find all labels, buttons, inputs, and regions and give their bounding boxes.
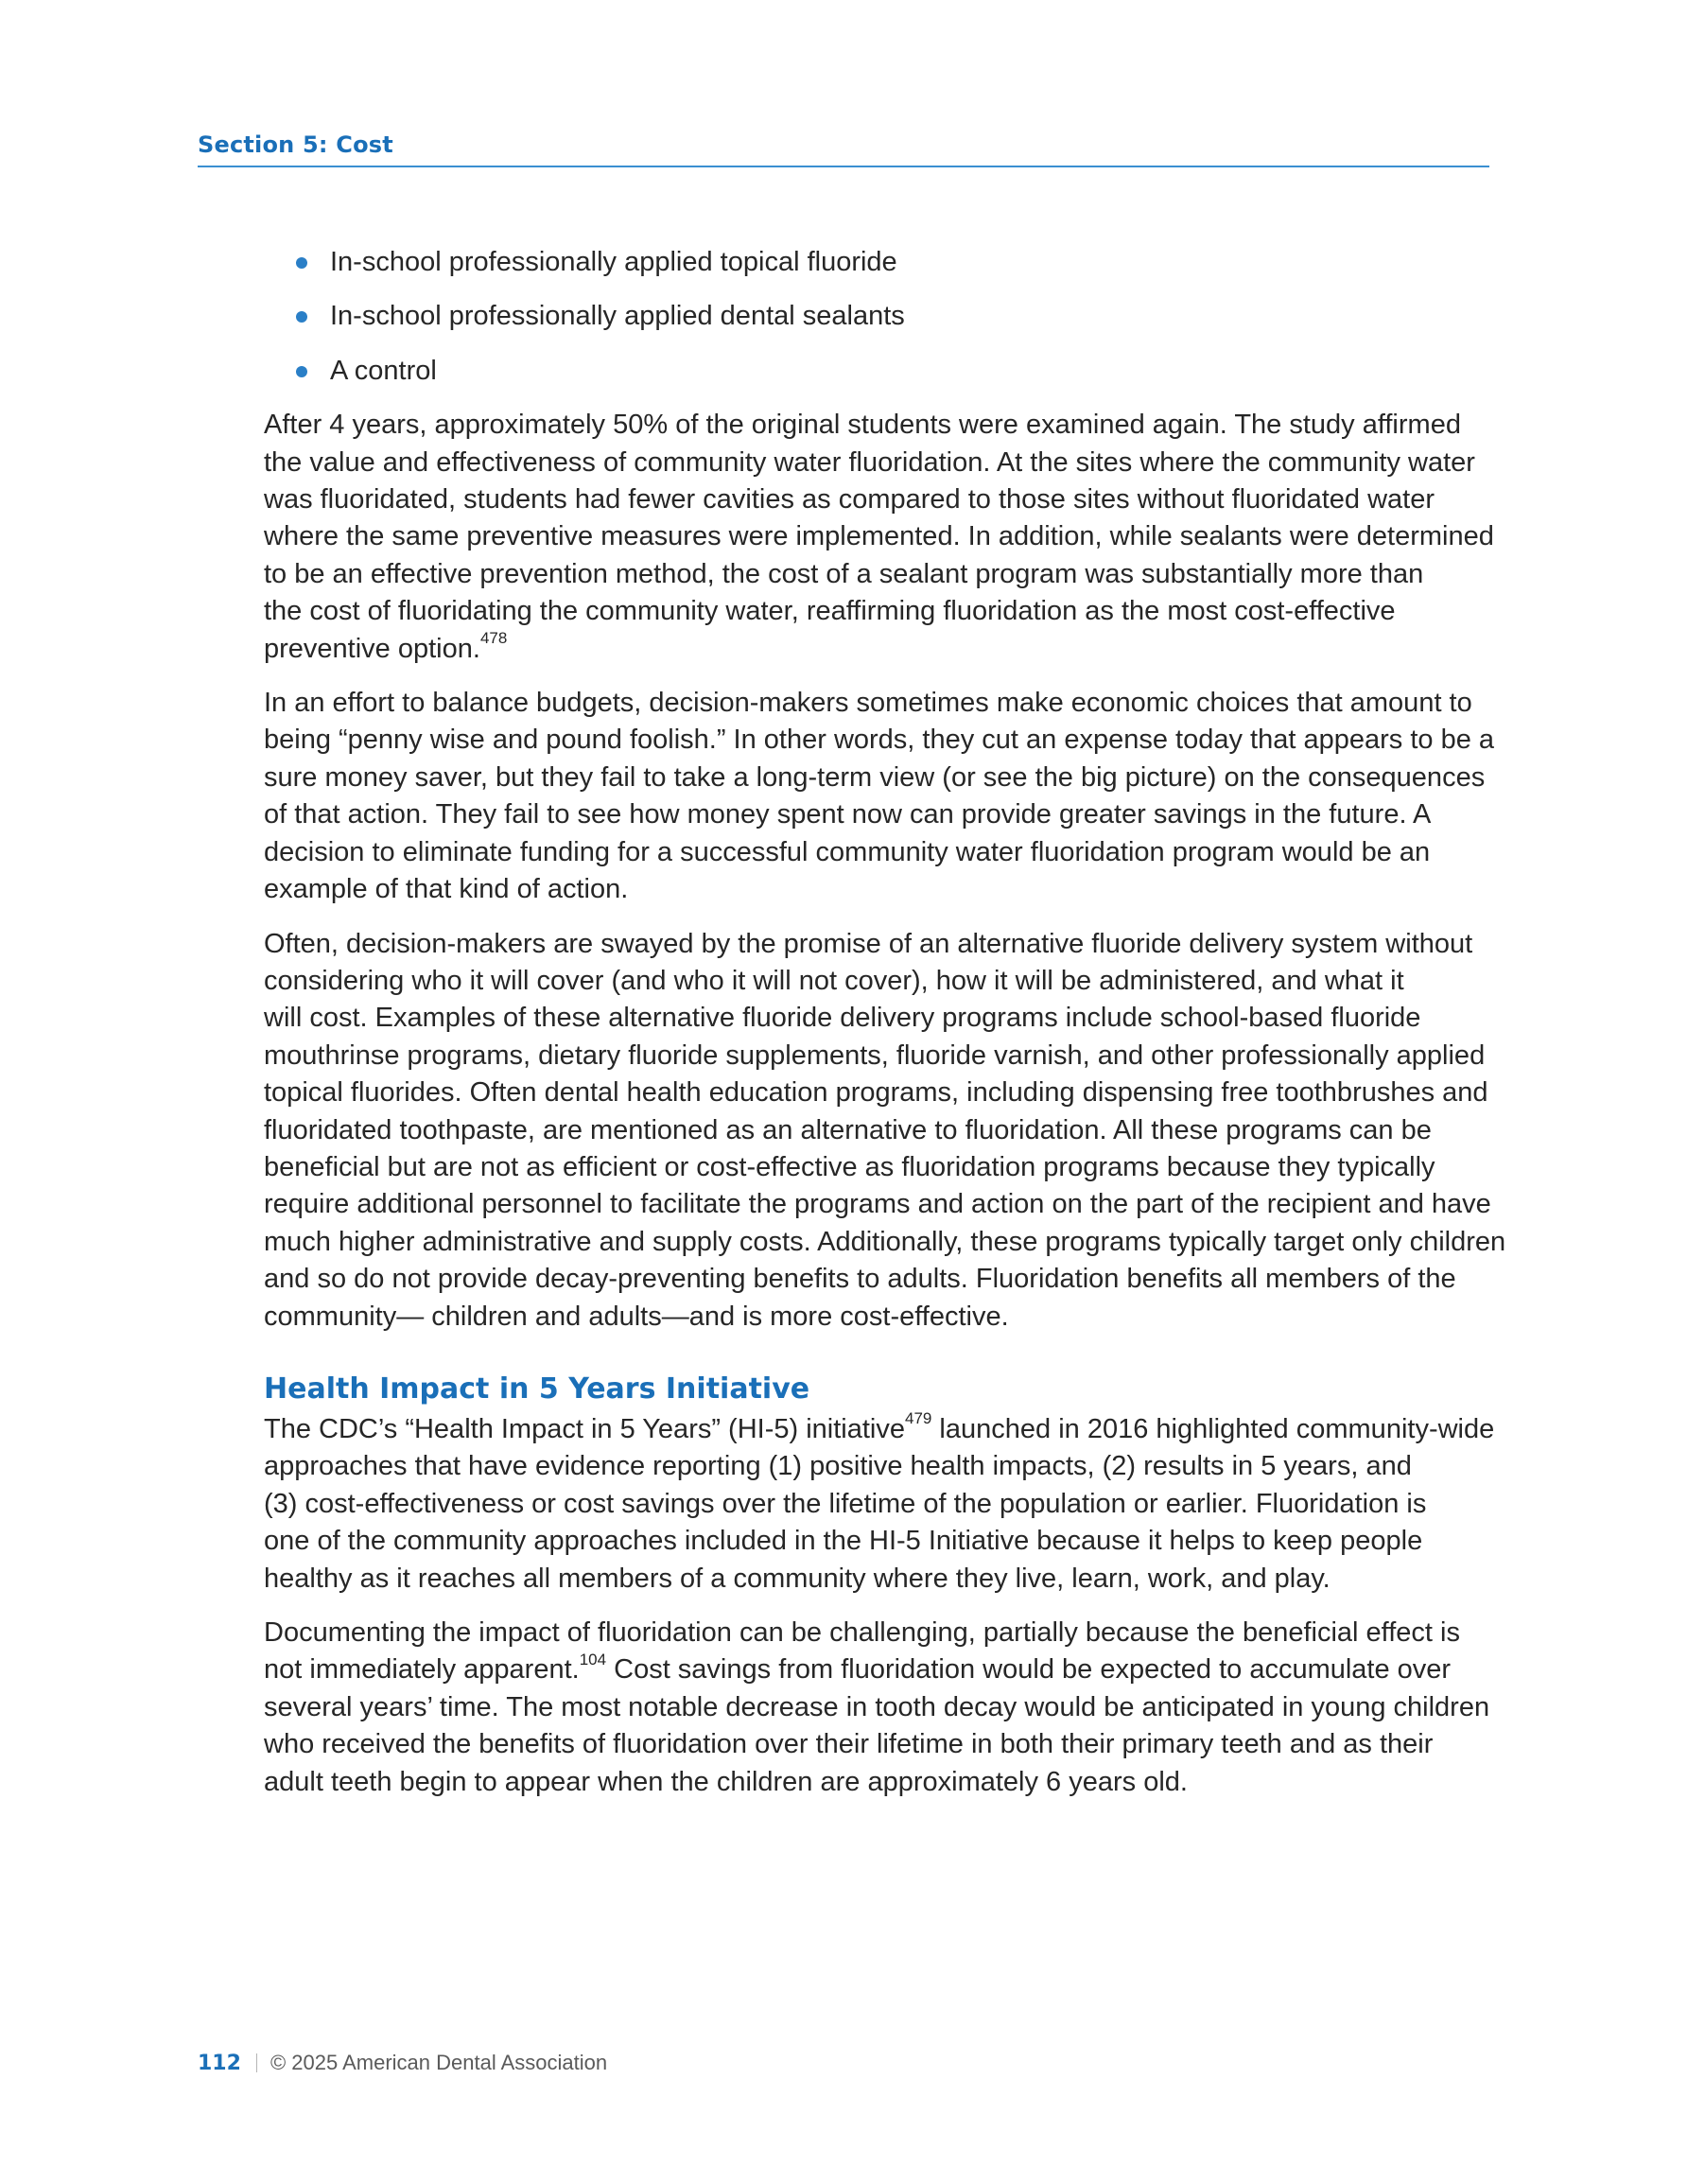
text-line: considering who it will cover (and who it will not cover), how it will be administered, and what it [264,965,1404,996]
reference-superscript: 478 [479,629,508,647]
text-line: several years’ time. The most notable decrease in tooth decay would be anticipated in young children [264,1691,1490,1722]
text-line: decision to eliminate funding for a successful community water fluoridation program would be an [264,836,1431,867]
text-line: example of that kind of action. [264,874,629,905]
text-fragment: not immediately apparent. [264,1654,580,1686]
page-number: 112 [198,2052,241,2075]
text-line: sure money saver, but they fail to take a long-term view (or see the big picture) on the consequences [264,761,1486,793]
footer-divider [256,2053,257,2072]
list-item [264,353,1493,390]
text-line: (3) cost-effectiveness or cost savings over the lifetime of the population or earlier. Fluoridation is [264,1488,1427,1519]
bullet-list [264,244,1493,390]
text-line: require additional personnel to facilitate the programs and action on the part of the recipient and have [264,1189,1491,1220]
text-line: Often, decision-makers are swayed by the promise of an alternative fluoride delivery system without [264,928,1473,959]
text-line: was fluoridated, students had fewer cavities as compared to those sites without fluoridated water [264,484,1435,515]
text-line: approaches that have evidence reporting (1) positive health impacts, (2) results in 5 years, and [264,1451,1412,1482]
text-fragment: Cost savings from fluoridation would be expected to accumulate over [606,1654,1452,1686]
bullet-icon [296,257,307,269]
text-line: beneficial but are not as efficient or cost-effective as fluoridation programs because they typically [264,1151,1435,1182]
text-line: community— children and adults—and is more cost-effective. [264,1301,1009,1332]
text-fragment: launched in 2016 highlighted community-wide [931,1413,1495,1444]
text-line: the cost of fluoridating the community water, reaffirming fluoridation as the most cost-effective [264,596,1396,627]
text-line: adult teeth begin to appear when the children are approximately 6 years old. [264,1766,1188,1797]
reference-superscript: 479 [905,1409,932,1428]
paragraph-budgets [264,685,1493,908]
bullet-icon [296,311,307,323]
section-title: Section 5: Cost [198,131,393,158]
paragraph-hi5-initiative [264,1411,1493,1598]
paragraph-study-results [264,407,1493,668]
text-line: Documenting the impact of fluoridation can be challenging, partially because the beneficial effect is [264,1617,1460,1648]
text-line: to be an effective prevention method, the cost of a sealant program was substantially more than [264,558,1424,589]
page-footer [198,2051,607,2075]
text-line: healthy as it reaches all members of a community where they live, learn, work, and play. [264,1563,1330,1594]
list-item [264,298,1493,335]
bullet-icon [296,366,307,377]
text-line: and so do not provide decay-preventing benefits to adults. Fluoridation benefits all members of the [264,1264,1456,1295]
text-line [264,631,1493,668]
text-line: the value and effectiveness of community water fluoridation. At the sites where the community water [264,446,1475,478]
section-heading: Health Impact in 5 Years Initiative [264,1372,810,1406]
text-line [264,1411,1493,1448]
text-line [264,1651,1493,1688]
text-line: In an effort to balance budgets, decision-makers sometimes make economic choices that amount to [264,688,1472,719]
list-item-text: A control [330,355,437,386]
list-item-text: In-school professionally applied topical fluoride [330,247,897,277]
text-line: topical fluorides. Often dental health education programs, including dispensing free toothbrushes and [264,1077,1488,1109]
paragraph-documenting-impact [264,1615,1493,1801]
text-fragment: The CDC’s “Health Impact in 5 Years” (HI-5) initiative [264,1413,905,1444]
copyright-text: © 2025 American Dental Association [270,2051,608,2074]
text-line: fluoridated toothpaste, are mentioned as an alternative to fluoridation. All these programs can be [264,1114,1432,1145]
text-line: will cost. Examples of these alternative fluoride delivery programs include school-based fluoride [264,1003,1421,1034]
text-line: who received the benefits of fluoridation over their lifetime in both their primary teeth and as their [264,1729,1434,1760]
paragraph-alternatives [264,926,1506,1336]
text-line: mouthrinse programs, dietary fluoride supplements, fluoride varnish, and other professionally applied [264,1040,1486,1071]
text-line: where the same preventive measures were implemented. In addition, while sealants were determined [264,521,1494,552]
text-line: After 4 years, approximately 50% of the original students were examined again. The study affirmed [264,410,1461,441]
text-line: much higher administrative and supply costs. Additionally, these programs typically target only children [264,1226,1506,1257]
running-header [198,130,1489,167]
text-line: of that action. They fail to see how money spent now can provide greater savings in the future. A [264,799,1432,830]
text-line: one of the community approaches included in the HI-5 Initiative because it helps to keep people [264,1526,1423,1557]
text-line: being “penny wise and pound foolish.” In other words, they cut an expense today that appears to be a [264,725,1495,756]
text-fragment: preventive option. [264,633,480,664]
list-item-text: In-school professionally applied dental sealants [330,301,905,332]
list-item [264,244,1493,281]
page-body [264,244,1506,1818]
reference-superscript: 104 [579,1650,607,1669]
